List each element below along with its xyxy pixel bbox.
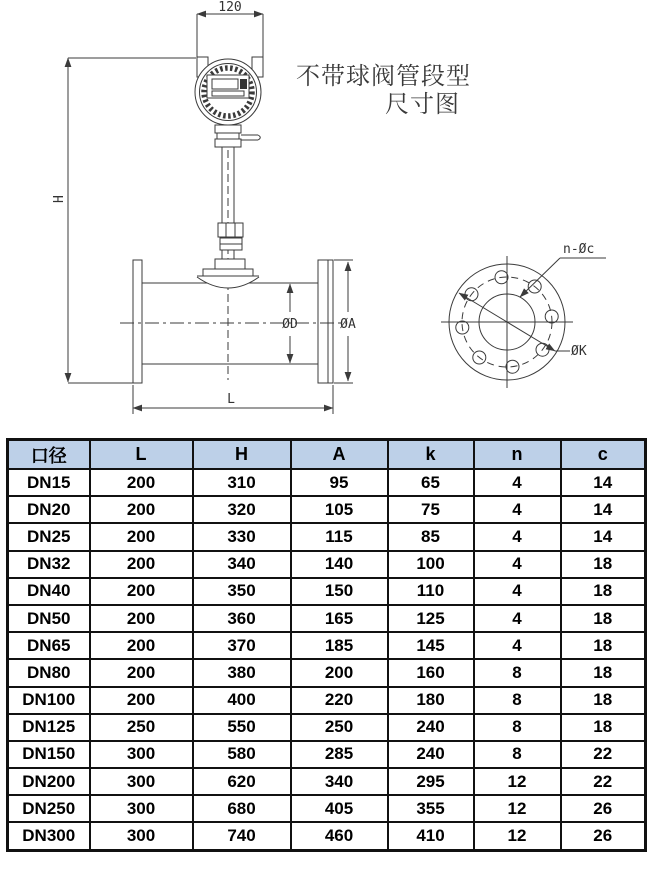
table-row — [8, 605, 646, 632]
value-cell: 250 — [90, 714, 193, 741]
table-row — [8, 795, 646, 822]
value-cell: 26 — [561, 822, 646, 850]
table-row — [8, 768, 646, 795]
value-cell: 200 — [90, 496, 193, 523]
row-label-cell: DN200 — [8, 768, 90, 795]
value-cell: 26 — [561, 795, 646, 822]
table-row — [8, 523, 646, 550]
table-row — [8, 632, 646, 659]
table-row — [8, 659, 646, 686]
value-cell: 350 — [193, 578, 291, 605]
value-cell: 400 — [193, 687, 291, 714]
value-cell: 4 — [474, 605, 561, 632]
value-cell: 8 — [474, 659, 561, 686]
value-cell: 12 — [474, 822, 561, 850]
value-cell: 340 — [193, 551, 291, 578]
row-label-cell: DN65 — [8, 632, 90, 659]
value-cell: 8 — [474, 741, 561, 768]
value-cell: 4 — [474, 632, 561, 659]
value-cell: 200 — [291, 659, 388, 686]
value-cell: 8 — [474, 714, 561, 741]
value-cell: 18 — [561, 551, 646, 578]
flange-bolt-spec-label: n-Øc — [563, 242, 595, 257]
value-cell: 18 — [561, 632, 646, 659]
column-header-2: H — [193, 440, 291, 470]
value-cell: 4 — [474, 578, 561, 605]
drawing-title-line1: 不带球阀管段型 — [296, 63, 471, 90]
row-label-cell: DN150 — [8, 741, 90, 768]
value-cell: 200 — [90, 523, 193, 550]
value-cell: 14 — [561, 496, 646, 523]
value-cell: 85 — [388, 523, 474, 550]
value-cell: 4 — [474, 523, 561, 550]
row-label-cell: DN250 — [8, 795, 90, 822]
value-cell: 95 — [291, 469, 388, 496]
value-cell: 22 — [561, 768, 646, 795]
dimension-table — [6, 438, 647, 852]
table-row — [8, 578, 646, 605]
value-cell: 75 — [388, 496, 474, 523]
drawing-title-line2: 尺寸图 — [385, 91, 460, 118]
value-cell: 110 — [388, 578, 474, 605]
value-cell: 580 — [193, 741, 291, 768]
value-cell: 300 — [90, 741, 193, 768]
value-cell: 4 — [474, 551, 561, 578]
value-cell: 310 — [193, 469, 291, 496]
column-header-1: L — [90, 440, 193, 470]
column-header-3: A — [291, 440, 388, 470]
value-cell: 145 — [388, 632, 474, 659]
value-cell: 165 — [291, 605, 388, 632]
row-label-cell: DN125 — [8, 714, 90, 741]
value-cell: 340 — [291, 768, 388, 795]
flange-bolt-circle-label: ØK — [571, 344, 587, 359]
value-cell: 410 — [388, 822, 474, 850]
table-row — [8, 551, 646, 578]
value-cell: 4 — [474, 469, 561, 496]
table-row — [8, 822, 646, 850]
dim-label-A: ØA — [340, 317, 356, 332]
value-cell: 200 — [90, 605, 193, 632]
dim-label-D: ØD — [282, 317, 298, 332]
row-label-cell: DN40 — [8, 578, 90, 605]
value-cell: 150 — [291, 578, 388, 605]
value-cell: 115 — [291, 523, 388, 550]
table-row — [8, 687, 646, 714]
row-label-cell: DN25 — [8, 523, 90, 550]
table-row — [8, 714, 646, 741]
value-cell: 620 — [193, 768, 291, 795]
value-cell: 370 — [193, 632, 291, 659]
value-cell: 240 — [388, 714, 474, 741]
row-label-cell: DN20 — [8, 496, 90, 523]
row-label-cell: DN100 — [8, 687, 90, 714]
dim-label-120: 120 — [218, 0, 242, 15]
table-row — [8, 496, 646, 523]
value-cell: 320 — [193, 496, 291, 523]
value-cell: 460 — [291, 822, 388, 850]
column-header-5: n — [474, 440, 561, 470]
value-cell: 125 — [388, 605, 474, 632]
row-label-cell: DN50 — [8, 605, 90, 632]
flange-face-view — [441, 256, 606, 388]
value-cell: 200 — [90, 659, 193, 686]
value-cell: 300 — [90, 768, 193, 795]
value-cell: 300 — [90, 822, 193, 850]
value-cell: 250 — [291, 714, 388, 741]
column-header-0: 口径 — [8, 440, 90, 470]
table-body — [8, 469, 646, 850]
value-cell: 185 — [291, 632, 388, 659]
value-cell: 405 — [291, 795, 388, 822]
value-cell: 200 — [90, 578, 193, 605]
table-header-row — [8, 440, 646, 470]
value-cell: 4 — [474, 496, 561, 523]
value-cell: 65 — [388, 469, 474, 496]
value-cell: 240 — [388, 741, 474, 768]
column-header-4: k — [388, 440, 474, 470]
value-cell: 18 — [561, 714, 646, 741]
row-label-cell: DN15 — [8, 469, 90, 496]
value-cell: 22 — [561, 741, 646, 768]
row-label-cell: DN32 — [8, 551, 90, 578]
value-cell: 330 — [193, 523, 291, 550]
dim-label-H: H — [52, 195, 67, 203]
value-cell: 105 — [291, 496, 388, 523]
value-cell: 18 — [561, 659, 646, 686]
value-cell: 355 — [388, 795, 474, 822]
value-cell: 295 — [388, 768, 474, 795]
value-cell: 200 — [90, 469, 193, 496]
value-cell: 300 — [90, 795, 193, 822]
value-cell: 200 — [90, 551, 193, 578]
value-cell: 18 — [561, 687, 646, 714]
value-cell: 18 — [561, 605, 646, 632]
value-cell: 100 — [388, 551, 474, 578]
value-cell: 680 — [193, 795, 291, 822]
value-cell: 380 — [193, 659, 291, 686]
value-cell: 18 — [561, 578, 646, 605]
value-cell: 200 — [90, 632, 193, 659]
value-cell: 140 — [291, 551, 388, 578]
value-cell: 14 — [561, 469, 646, 496]
table-row — [8, 741, 646, 768]
column-header-6: c — [561, 440, 646, 470]
value-cell: 8 — [474, 687, 561, 714]
value-cell: 360 — [193, 605, 291, 632]
table-row — [8, 469, 646, 496]
value-cell: 200 — [90, 687, 193, 714]
value-cell: 12 — [474, 768, 561, 795]
dim-label-L: L — [227, 392, 235, 407]
value-cell: 12 — [474, 795, 561, 822]
value-cell: 550 — [193, 714, 291, 741]
row-label-cell: DN80 — [8, 659, 90, 686]
value-cell: 14 — [561, 523, 646, 550]
value-cell: 220 — [291, 687, 388, 714]
value-cell: 285 — [291, 741, 388, 768]
value-cell: 740 — [193, 822, 291, 850]
row-label-cell: DN300 — [8, 822, 90, 850]
value-cell: 180 — [388, 687, 474, 714]
value-cell: 160 — [388, 659, 474, 686]
